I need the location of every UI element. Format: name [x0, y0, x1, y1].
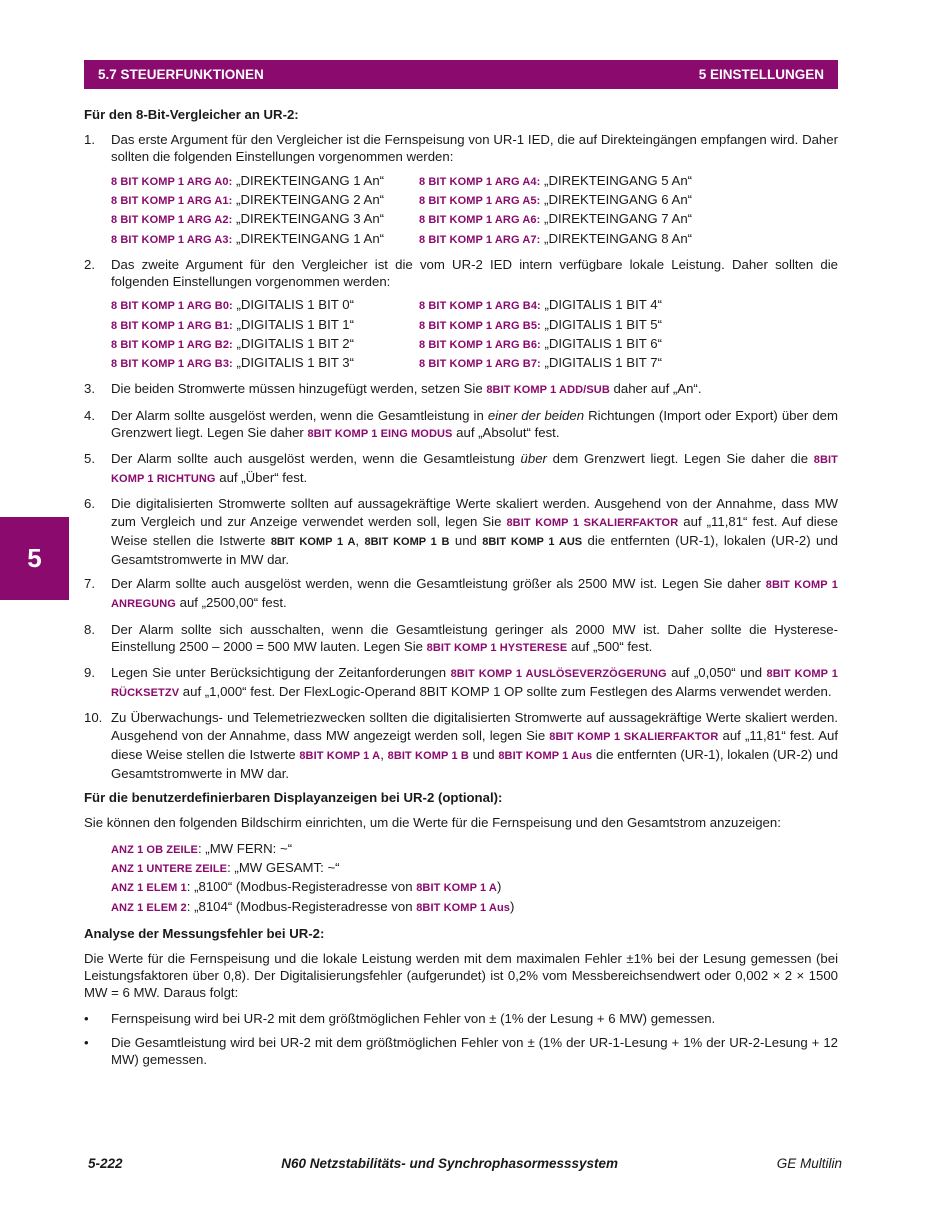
- setting-key: 8 BIT KOMP 1 ARG B7:: [419, 358, 541, 371]
- text-run: Zu Überwachungs- und Telemetriezwecken sollten die digitalisierten Stromwerte auf aussagekräftige Werte skaliert werden. Ausgehend von der Annahme, dass MW angezeigt werden soll, legen Sie: [111, 710, 838, 743]
- company-name: GE Multilin: [776, 1156, 842, 1171]
- list-number: 1.: [84, 132, 95, 148]
- display-line: [111, 898, 838, 917]
- text-run: Richtungen (Import oder Export) über dem Grenzwert liegt. Legen Sie daher: [111, 407, 838, 440]
- setting-value: „DIREKTEINGANG 1 An“: [232, 230, 385, 246]
- bullet-icon: •: [84, 1010, 89, 1026]
- setting-key: 8BIT KOMP 1 Aus: [416, 901, 511, 914]
- setting-key: 8 BIT KOMP 1 ARG A0:: [111, 175, 233, 188]
- page-number: 5-222: [88, 1156, 123, 1171]
- list-text: [111, 621, 838, 657]
- setting-name: 8BIT KOMP 1 SKALIERFAKTOR: [506, 516, 679, 529]
- setting-key: 8 BIT KOMP 1 ARG A3:: [111, 233, 233, 246]
- section-header-bar: [84, 60, 838, 89]
- display-settings: [111, 840, 838, 917]
- setting-line: [111, 172, 419, 191]
- setting-value: „DIGITALIS 1 BIT 4“: [540, 297, 662, 313]
- setting-grid-a: [111, 172, 838, 249]
- bullet-item: [84, 1010, 838, 1027]
- setting-line: [111, 296, 419, 315]
- text-run: auf „0,050“ und: [666, 665, 767, 681]
- setting-value: „DIGITALIS 1 BIT 5“: [540, 316, 662, 332]
- text-run: ,: [355, 532, 365, 548]
- setting-name: 8BIT KOMP 1 AUSLÖSEVERZÖGERUNG: [450, 668, 667, 681]
- actual-value-name: 8BIT KOMP 1 B: [364, 535, 450, 548]
- setting-line: [419, 230, 719, 249]
- setting-value: „DIGITALIS 1 BIT 2“: [232, 335, 354, 351]
- setting-key: ANZ 1 UNTERE ZEILE: [111, 862, 228, 875]
- text-run: Der Alarm sollte ausgelöst werden, wenn die Gesamtleistung in: [111, 407, 488, 423]
- list-item: [84, 664, 838, 702]
- setting-value: „DIGITALIS 1 BIT 7“: [540, 355, 662, 371]
- section-heading: Analyse der Messungsfehler bei UR-2:: [84, 925, 325, 941]
- text-run: Der Alarm sollte auch ausgelöst werden, wenn die Gesamtleistung größer als 2500 MW ist. Legen Sie daher: [111, 576, 766, 592]
- setting-line: [419, 191, 719, 210]
- list-item: [84, 450, 838, 488]
- text-run: Die beiden Stromwerte müssen hinzugefügt werden, setzen Sie: [111, 381, 487, 397]
- setting-name: 8BIT KOMP 1 RICHTUNG: [111, 454, 838, 486]
- setting-key: 8 BIT KOMP 1 ARG B5:: [419, 319, 541, 332]
- list-text: [111, 380, 838, 399]
- page-content: [84, 106, 838, 1075]
- setting-line: [419, 172, 719, 191]
- setting-value: „DIREKTEINGANG 2 An“: [232, 191, 385, 207]
- setting-name: 8BIT KOMP 1 SKALIERFAKTOR: [549, 730, 719, 743]
- display-line: [111, 859, 838, 878]
- setting-key: 8 BIT KOMP 1 ARG B6:: [419, 338, 541, 351]
- setting-value: „DIGITALIS 1 BIT 3“: [232, 355, 354, 371]
- bullet-icon: •: [84, 1034, 89, 1050]
- text-run: auf „11,81“ fest. Auf diese Weise stellen die Istwerte: [111, 513, 839, 548]
- text-run: die entfernten (UR-1), lokalen (UR-2) und Gesamtstromwerte in MW dar.: [111, 532, 838, 568]
- setting-key: 8 BIT KOMP 1 ARG B4:: [419, 300, 541, 313]
- list-number: 4.: [84, 407, 95, 423]
- setting-key: 8 BIT KOMP 1 ARG A6:: [419, 214, 541, 227]
- setting-line: [111, 230, 419, 249]
- list-number: 8.: [84, 621, 95, 637]
- text-run: ,: [380, 746, 388, 762]
- list-item: [84, 380, 838, 399]
- setting-key: 8BIT KOMP 1 A: [416, 882, 497, 895]
- section-heading: Für den 8-Bit-Vergleicher an UR-2:: [84, 107, 299, 122]
- setting-value: : „MW GESAMT: ~“: [227, 859, 340, 875]
- document-title: N60 Netzstabilitäts- und Synchrophasormesssystem: [281, 1156, 619, 1171]
- setting-name: 8BIT KOMP 1 EING MODUS: [307, 427, 453, 440]
- setting-line: [419, 316, 719, 335]
- list-number: 2.: [84, 256, 95, 272]
- text-run: die entfernten (UR-1), lokalen (UR-2) und Gesamtstromwerte in MW dar.: [111, 746, 839, 782]
- setting-value: : „8100“ (Modbus-Registeradresse von: [186, 879, 417, 895]
- setting-key: 8 BIT KOMP 1 ARG B1:: [111, 319, 233, 332]
- text-run: auf „2500,00“ fest.: [175, 595, 287, 611]
- setting-key: 8 BIT KOMP 1 ARG A1:: [111, 194, 233, 207]
- list-text: [111, 407, 838, 443]
- setting-key: 8 BIT KOMP 1 ARG A4:: [419, 175, 541, 188]
- text-run: Der Alarm sollte auch ausgelöst werden, wenn die Gesamtleistung: [111, 451, 521, 466]
- paragraph-text: Das zweite Argument für den Vergleicher ist die vom UR-2 IED intern verfügbare lokale Leistung. Daher sollten die folgenden Einstellungen vorgenommen werden:: [111, 256, 838, 289]
- bullet-text: Fernspeisung wird bei UR-2 mit dem größtmöglichen Fehler von ± (1% der Lesung + 6 MW) gemessen.: [111, 1010, 716, 1026]
- setting-value: „DIREKTEINGANG 7 An“: [540, 211, 693, 227]
- list-number: 5.: [84, 451, 95, 466]
- paragraph: Die Werte für die Fernspeisung und die lokale Leistung werden mit dem maximalen Fehler ±1% bei der Lesung gemessen (bei Leistungsfaktoren über 0,8). Der Digitalisierungsfehler (aufgerundet) ist 0,2% vom Messbereichsendwert oder 0,002 × 2 × 1500 MW = 6 MW. Daraus folgt:: [84, 951, 838, 1001]
- bullet-text: Die Gesamtleistung wird bei UR-2 mit dem größtmöglichen Fehler von ± (1% der UR-1-Lesung + 1% der UR-2-Lesung + 12 MW) gemessen.: [111, 1034, 838, 1068]
- header-section-title: 5.7 STEUERFUNKTIONEN: [98, 67, 264, 82]
- list-item: [84, 621, 838, 657]
- list-text: [111, 575, 838, 613]
- setting-key: 8 BIT KOMP 1 ARG B3:: [111, 358, 233, 371]
- setting-value: „DIGITALIS 1 BIT 6“: [540, 335, 662, 351]
- actual-value-name: 8BIT KOMP 1 A: [270, 535, 356, 548]
- setting-value: „DIREKTEINGANG 6 An“: [540, 191, 693, 207]
- setting-value: „DIGITALIS 1 BIT 0“: [232, 297, 354, 313]
- setting-line: [111, 210, 419, 229]
- actual-value-name: 8BIT KOMP 1 B: [387, 749, 469, 762]
- setting-key: 8 BIT KOMP 1 ARG A5:: [419, 194, 541, 207]
- text-run: auf „1,000“ fest. Der FlexLogic-Operand 8BIT KOMP 1 OP sollte zum Festlegen des Alarms verwendet werden.: [179, 684, 832, 700]
- setting-value: ): [510, 898, 515, 914]
- text-run: Legen Sie unter Berücksichtigung der Zeitanforderungen: [111, 665, 451, 681]
- setting-key: 8 BIT KOMP 1 ARG A2:: [111, 214, 233, 227]
- list-text: [111, 450, 838, 488]
- header-chapter-title: 5 EINSTELLUNGEN: [698, 67, 824, 82]
- setting-value: : „MW FERN: ~“: [197, 840, 293, 856]
- list-number: 9.: [84, 665, 95, 681]
- list-number: 10.: [84, 710, 103, 726]
- paragraph-text: Das erste Argument für den Vergleicher ist die Fernspeisung von UR-1 IED, die auf Direkteingängen empfangen wird. Daher sollten die folgenden Einstellungen vorgenommen werden:: [111, 132, 838, 165]
- list-text: [111, 256, 838, 374]
- setting-value: ): [496, 879, 502, 895]
- setting-key: 8 BIT KOMP 1 ARG A7:: [419, 233, 541, 246]
- setting-line: [419, 296, 719, 315]
- actual-value-name: 8BIT KOMP 1 Aus: [498, 749, 593, 762]
- setting-name: 8BIT KOMP 1 HYSTERESE: [426, 641, 568, 654]
- section-heading: Für die benutzerdefinierbaren Displayanzeigen bei UR-2 (optional):: [84, 790, 503, 806]
- text-run: Die digitalisierten Stromwerte sollten auf aussagekräftige Werte skaliert werden. Ausgehend von der Annahme, dass MW zum Vergleich und zur Anzeige verwendet werden soll, legen Sie: [111, 496, 838, 529]
- bullet-item: [84, 1034, 838, 1068]
- setting-name: 8BIT KOMP 1 ANREGUNG: [111, 579, 838, 611]
- setting-grid-b: [111, 296, 838, 373]
- text-run: auf „Über“ fest.: [215, 470, 308, 486]
- setting-value: „DIGITALIS 1 BIT 1“: [232, 316, 354, 332]
- setting-line: [111, 354, 419, 373]
- setting-key: ANZ 1 OB ZEILE: [111, 843, 198, 856]
- setting-name: 8BIT KOMP 1 ADD/SUB: [486, 384, 610, 397]
- setting-value: „DIREKTEINGANG 1 An“: [232, 172, 385, 188]
- list-item: [84, 256, 838, 374]
- setting-line: [111, 335, 419, 354]
- setting-line: [419, 354, 719, 373]
- list-item: [84, 495, 838, 568]
- setting-value: „DIREKTEINGANG 8 An“: [540, 230, 693, 246]
- chapter-tab: [0, 517, 69, 600]
- chapter-tab-number: 5: [27, 543, 42, 573]
- list-text: [111, 664, 838, 702]
- setting-line: [111, 191, 419, 210]
- text-run: auf „Absolut“ fest.: [452, 424, 560, 440]
- setting-line: [111, 316, 419, 335]
- setting-line: [419, 210, 719, 229]
- list-item: [84, 575, 838, 613]
- display-line: [111, 840, 838, 859]
- paragraph: Sie können den folgenden Bildschirm einrichten, um die Werte für die Fernspeisung und den Gesamtstrom anzuzeigen:: [84, 815, 781, 831]
- setting-value: „DIREKTEINGANG 5 An“: [540, 172, 693, 188]
- text-run: daher auf „An“.: [609, 381, 702, 397]
- actual-value-name: 8BIT KOMP 1 A: [299, 749, 381, 762]
- page-footer: [88, 1156, 842, 1171]
- list-number: 7.: [84, 576, 95, 592]
- text-run: auf „11,81“ fest. Auf diese Weise stellen die Istwerte: [111, 727, 838, 762]
- text-run: auf „500“ fest.: [567, 638, 653, 654]
- list-text: [111, 709, 838, 782]
- text-run: und: [468, 746, 499, 762]
- list-number: 3.: [84, 381, 95, 397]
- display-line: [111, 878, 838, 897]
- setting-value: : „8104“ (Modbus-Registeradresse von: [186, 898, 417, 914]
- list-item: [84, 131, 838, 249]
- list-text: [111, 495, 838, 568]
- emphasis-text: über: [520, 451, 547, 466]
- setting-key: 8 BIT KOMP 1 ARG B2:: [111, 338, 233, 351]
- text-run: dem Grenzwert liegt. Legen Sie daher die: [546, 451, 814, 466]
- actual-value-name: 8BIT KOMP 1 AUS: [482, 535, 583, 548]
- list-item: [84, 407, 838, 443]
- setting-value: „DIREKTEINGANG 3 An“: [232, 211, 385, 227]
- setting-key: ANZ 1 ELEM 1: [111, 882, 187, 895]
- setting-line: [419, 335, 719, 354]
- text-run: und: [449, 532, 483, 548]
- emphasis-text: einer der beiden: [487, 407, 585, 423]
- list-number: 6.: [84, 496, 95, 512]
- list-item: [84, 709, 838, 782]
- text-run: Der Alarm sollte sich ausschalten, wenn die Gesamtleistung geringer als 2000 MW ist. Daher sollte die Hysterese-Einstellung 2500 – 2000 = 500 MW lauten. Legen Sie: [111, 621, 838, 654]
- setting-key: 8 BIT KOMP 1 ARG B0:: [111, 300, 233, 313]
- setting-key: ANZ 1 ELEM 2: [111, 901, 187, 914]
- list-text: [111, 131, 838, 249]
- setting-name: 8BIT KOMP 1 RÜCKSETZV: [111, 668, 838, 700]
